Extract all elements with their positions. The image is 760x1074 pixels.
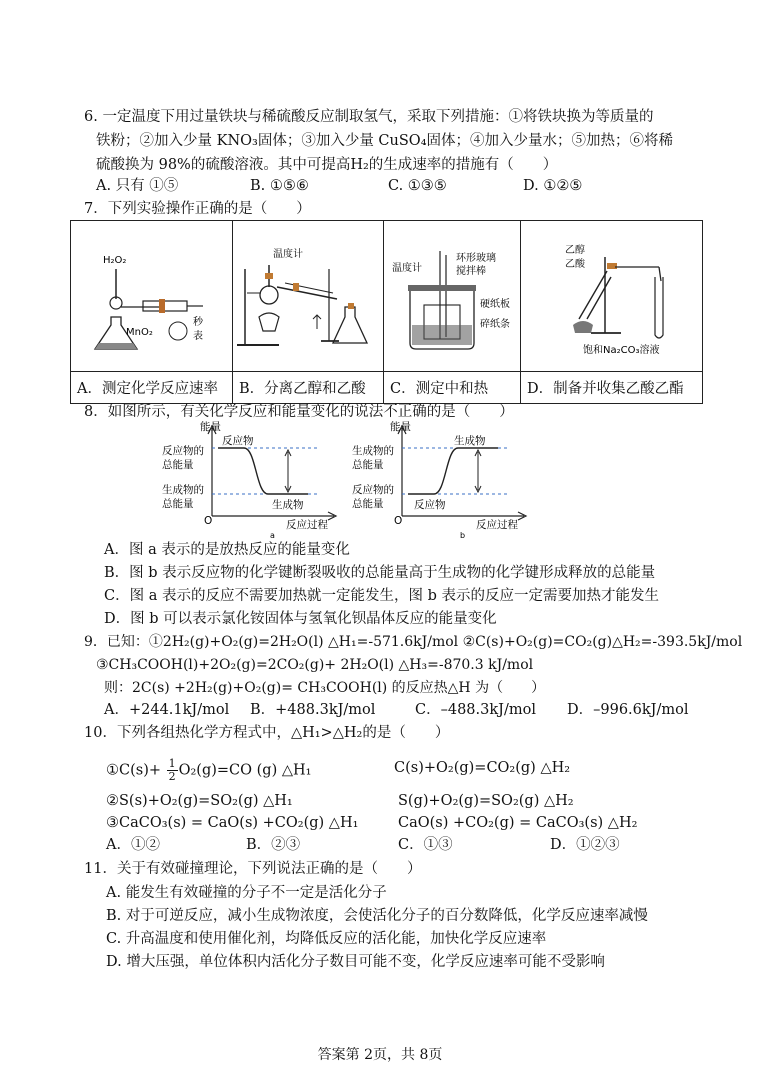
chart-a-curve [218, 448, 308, 494]
q9-line-1: 9．已知：①2H₂(g)+O₂(g)=2H₂O(l) △H₁=-571.6kJ/mol ②C(s)+O₂(g)=CO₂(g)△H₂=-393.5kJ/mol [84, 634, 743, 650]
q10-option-d: D．①②③ [550, 837, 620, 853]
q10-option-b: B．②③ [246, 837, 301, 853]
q6-line-3: 硫酸换为 98%的硫酸溶液。其中可提高H₂的生成速率的措施有（ ） [96, 157, 558, 173]
q6-option-c: C. ①③⑤ [388, 178, 447, 194]
q10-option-c: C．①③ [398, 837, 453, 853]
q6-option-d: D. ①②⑤ [523, 178, 583, 194]
energy-chart-a [162, 420, 336, 540]
chart-b-ylabel: 能量 [390, 421, 411, 433]
q8-option-d: D．图 b 可以表示氯化铵固体与氢氧化钡晶体反应的能量变化 [104, 611, 497, 627]
q9-option-d: D．–996.6kJ/mol [567, 702, 689, 718]
q6-option-a: A. 只有 ①⑤ [96, 178, 179, 194]
label-board: 硬纸板 [480, 299, 510, 310]
chart-b-ylabel-1: 生成物的 [352, 445, 394, 457]
q11-option-c: C. 升高温度和使用催化剂，均降低反应的活化能，加快化学反应速率 [106, 931, 547, 947]
chart-a-series-reactant: 反应物 [222, 435, 254, 447]
experiment-caption-d: D．制备并收集乙酸乙酯 [521, 372, 703, 404]
apparatus-a-drawing [71, 221, 231, 367]
apparatus-c-cell [384, 221, 521, 372]
chart-b-ylabel-4: 总能量 [352, 498, 384, 510]
experiment-caption-a: A．测定化学反应速率 [71, 372, 233, 404]
chart-a-xlabel: 反应过程 [286, 519, 328, 531]
q10-row1-left-post: O₂(g)=CO (g) △H₁ [178, 762, 312, 779]
q7-stem: 7．下列实验操作正确的是（ ） [84, 201, 311, 217]
q11-stem: 11．关于有效碰撞理论，下列说法正确的是（ ） [84, 861, 422, 877]
chart-a-ylabel-1: 反应物的 [162, 445, 204, 457]
label-miao: 秒 [193, 317, 203, 328]
q8-option-b: B．图 b 表示反应物的化学键断裂吸收的总能量高于生成物的化学键形成释放的总能量 [104, 565, 656, 581]
fraction-one-half [167, 758, 178, 783]
apparatus-c-drawing [384, 221, 520, 367]
q6-line-1: 6. 一定温度下用过量铁块与稀硫酸反应制取氢气，采取下列措施：①将铁块换为等质量的 [84, 109, 654, 125]
q9-option-b: B．+488.3kJ/mol [250, 702, 376, 718]
q9-line-2: ③CH₃COOH(l)+2O₂(g)=2CO₂(g)+ 2H₂O(l) △H₃=-870.3 kJ/mol [96, 657, 534, 673]
q10-row1-right: C(s)+O₂(g)=CO₂(g) △H₂ [394, 760, 571, 776]
label-acid: 乙酸 [565, 259, 585, 270]
apparatus-d-drawing [521, 221, 701, 367]
label-paper: 碎纸条 [480, 319, 510, 330]
chart-b-series-product: 生成物 [454, 435, 486, 447]
q6-option-b: B. ①⑤⑥ [250, 178, 309, 194]
q10-row2-right: S(g)+O₂(g)=SO₂(g) △H₂ [398, 793, 574, 809]
q9-option-a: A．+244.1kJ/mol [104, 702, 230, 718]
energy-diagrams [158, 420, 558, 542]
chart-a-ylabel-2: 总能量 [162, 459, 194, 471]
label-biao: 表 [193, 331, 203, 342]
experiment-caption-b: B．分离乙醇和乙酸 [233, 372, 384, 404]
fraction-denominator: 2 [168, 770, 176, 783]
label-ethanol: 乙醇 [565, 245, 585, 256]
chart-a-ylabel-4: 总能量 [162, 498, 194, 510]
page-footer: 答案第 2页，共 8页 [317, 1047, 443, 1063]
q8-option-a: A．图 a 表示的是放热反应的能量变化 [104, 542, 350, 558]
q10-row1-left [106, 758, 311, 783]
apparatus-b-cell [233, 221, 384, 372]
label-h2o2: H₂O₂ [103, 255, 127, 266]
q9-line-3: 则：2C(s) +2H₂(g)+O₂(g)= CH₃COOH(l) 的反应热△H 为（ ） [104, 680, 546, 696]
chart-a-series-product: 生成物 [272, 499, 304, 511]
q11-option-d: D. 增大压强，单位体积内活化分子数目可能不变，化学反应速率可能不受影响 [106, 954, 605, 970]
chart-b-origin: O [394, 515, 403, 527]
chart-b-title: b [460, 531, 466, 540]
q8-stem: 8．如图所示，有关化学反应和能量变化的说法不正确的是（ ） [84, 404, 514, 420]
q11-option-a: A. 能发生有效碰撞的分子不一定是活化分子 [106, 885, 387, 901]
q6-line-2: 铁粉；②加入少量 KNO₃固体；③加入少量 CuSO₄固体；④加入少量水；⑤加热；⑥将稀 [96, 133, 674, 149]
label-thermometer-c: 温度计 [392, 263, 422, 274]
chart-a-origin: O [204, 515, 213, 527]
experiment-table [70, 220, 703, 404]
q10-stem: 10．下列各组热化学方程式中，△H₁>△H₂的是（ ） [84, 725, 450, 741]
chart-a-title: a [270, 531, 275, 540]
chart-b-ylabel-2: 总能量 [352, 459, 384, 471]
q10-row3-right: CaO(s) +CO₂(g) = CaCO₃(s) △H₂ [398, 815, 638, 831]
label-na2co3: 饱和Na₂CO₃溶液 [583, 345, 660, 356]
label-stirrer-2: 搅拌棒 [456, 266, 486, 277]
q10-row3-left: ③CaCO₃(s) = CaO(s) +CO₂(g) △H₁ [106, 815, 359, 831]
label-stirrer-1: 环形玻璃 [456, 253, 496, 264]
apparatus-d-cell [521, 221, 703, 372]
label-mno2: MnO₂ [126, 327, 153, 338]
apparatus-b-drawing [233, 221, 383, 367]
chart-a-ylabel-3: 生成物的 [162, 484, 204, 496]
fraction-numerator: 1 [168, 757, 176, 770]
q11-option-b: B. 对于可逆反应，减小生成物浓度，会使活化分子的百分数降低，化学反应速率减慢 [106, 908, 648, 924]
q8-option-c: C．图 a 表示的反应不需要加热就一定能发生，图 b 表示的反应一定需要加热才能发生 [104, 588, 659, 604]
q10-option-a: A．①② [106, 837, 160, 853]
chart-b-series-reactant: 反应物 [414, 499, 446, 511]
q10-row2-left: ②S(s)+O₂(g)=SO₂(g) △H₁ [106, 793, 293, 809]
q10-row1-left-pre: ①C(s)+ [106, 762, 161, 779]
energy-chart-b [352, 420, 526, 540]
chart-a-ylabel: 能量 [200, 421, 221, 433]
experiment-caption-c: C．测定中和热 [384, 372, 521, 404]
q9-option-c: C．–488.3kJ/mol [415, 702, 536, 718]
chart-b-xlabel: 反应过程 [476, 519, 518, 531]
chart-b-curve [408, 448, 498, 494]
label-thermometer: 温度计 [273, 249, 303, 260]
chart-b-ylabel-3: 反应物的 [352, 484, 394, 496]
apparatus-a-cell [71, 221, 233, 372]
